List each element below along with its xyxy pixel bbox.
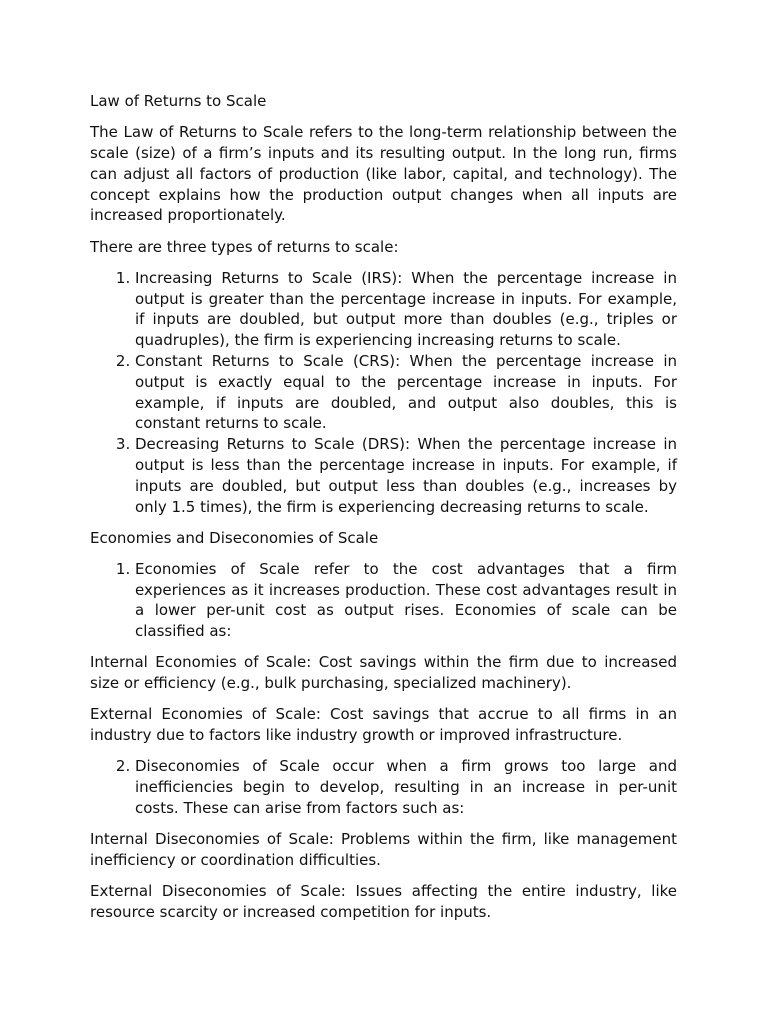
external-diseconomies-paragraph: External Diseconomies of Scale: Issues affecting the entire industry, like resource scarcity or increased competition for inputs.	[90, 882, 677, 921]
list-item-crs: 2. Constant Returns to Scale (CRS): When the percentage increase in output is exactly equal to the percentage increase in inputs. For example, if inputs are doubled, and output also doubles, this is constant returns to scale.	[135, 351, 677, 434]
returns-types-list	[90, 268, 677, 518]
types-intro-paragraph: There are three types of returns to scale:	[90, 237, 399, 256]
internal-diseconomies-paragraph: Internal Diseconomies of Scale: Problems within the firm, like management inefficiency or coordination difficulties.	[90, 830, 677, 870]
intro-paragraph: The Law of Returns to Scale refers to the long-term relationship between the scale (size) of a firm’s inputs and its resulting output. In the long run, firms can adjust all factors of production (like labor, capital, and technology). The concept explains how the production output changes when all inputs are increased proportionately.	[90, 123, 677, 225]
list-item-drs: 3. Decreasing Returns to Scale (DRS): When the percentage increase in output is less than the percentage increase in inputs. For example, if inputs are doubled, but output less than doubles (e.g., increases by only 1.5 times), the firm is experiencing decreasing returns to scale.	[135, 434, 677, 517]
section-heading-economies: Economies and Diseconomies of Scale	[90, 528, 379, 547]
document-page	[90, 91, 677, 933]
external-economies-paragraph: External Economies of Scale: Cost savings that accrue to all firms in an industry due to factors like industry growth or improved infrastructure.	[90, 705, 677, 745]
economies-list	[90, 559, 677, 642]
list-item-economies: 1. Economies of Scale refer to the cost advantages that a firm experiences as it increases production. These cost advantages result in a lower per-unit cost as output rises. Economies of scale can be classified as:	[135, 559, 677, 642]
list-item-irs: 1. Increasing Returns to Scale (IRS): When the percentage increase in output is greater than the percentage increase in inputs. For example, if inputs are doubled, but output more than doubles (e.g., triples or quadruples), the firm is experiencing increasing returns to scale.	[135, 268, 677, 351]
internal-economies-paragraph: Internal Economies of Scale: Cost savings within the firm due to increased size or efficiency (e.g., bulk purchasing, specialized machinery).	[90, 653, 677, 693]
document-title: Law of Returns to Scale	[90, 92, 267, 110]
list-item-diseconomies: 2. Diseconomies of Scale occur when a firm grows too large and inefficiencies begin to develop, resulting in an increase in per-unit costs. These can arise from factors such as:	[135, 756, 677, 818]
diseconomies-list	[90, 756, 677, 818]
